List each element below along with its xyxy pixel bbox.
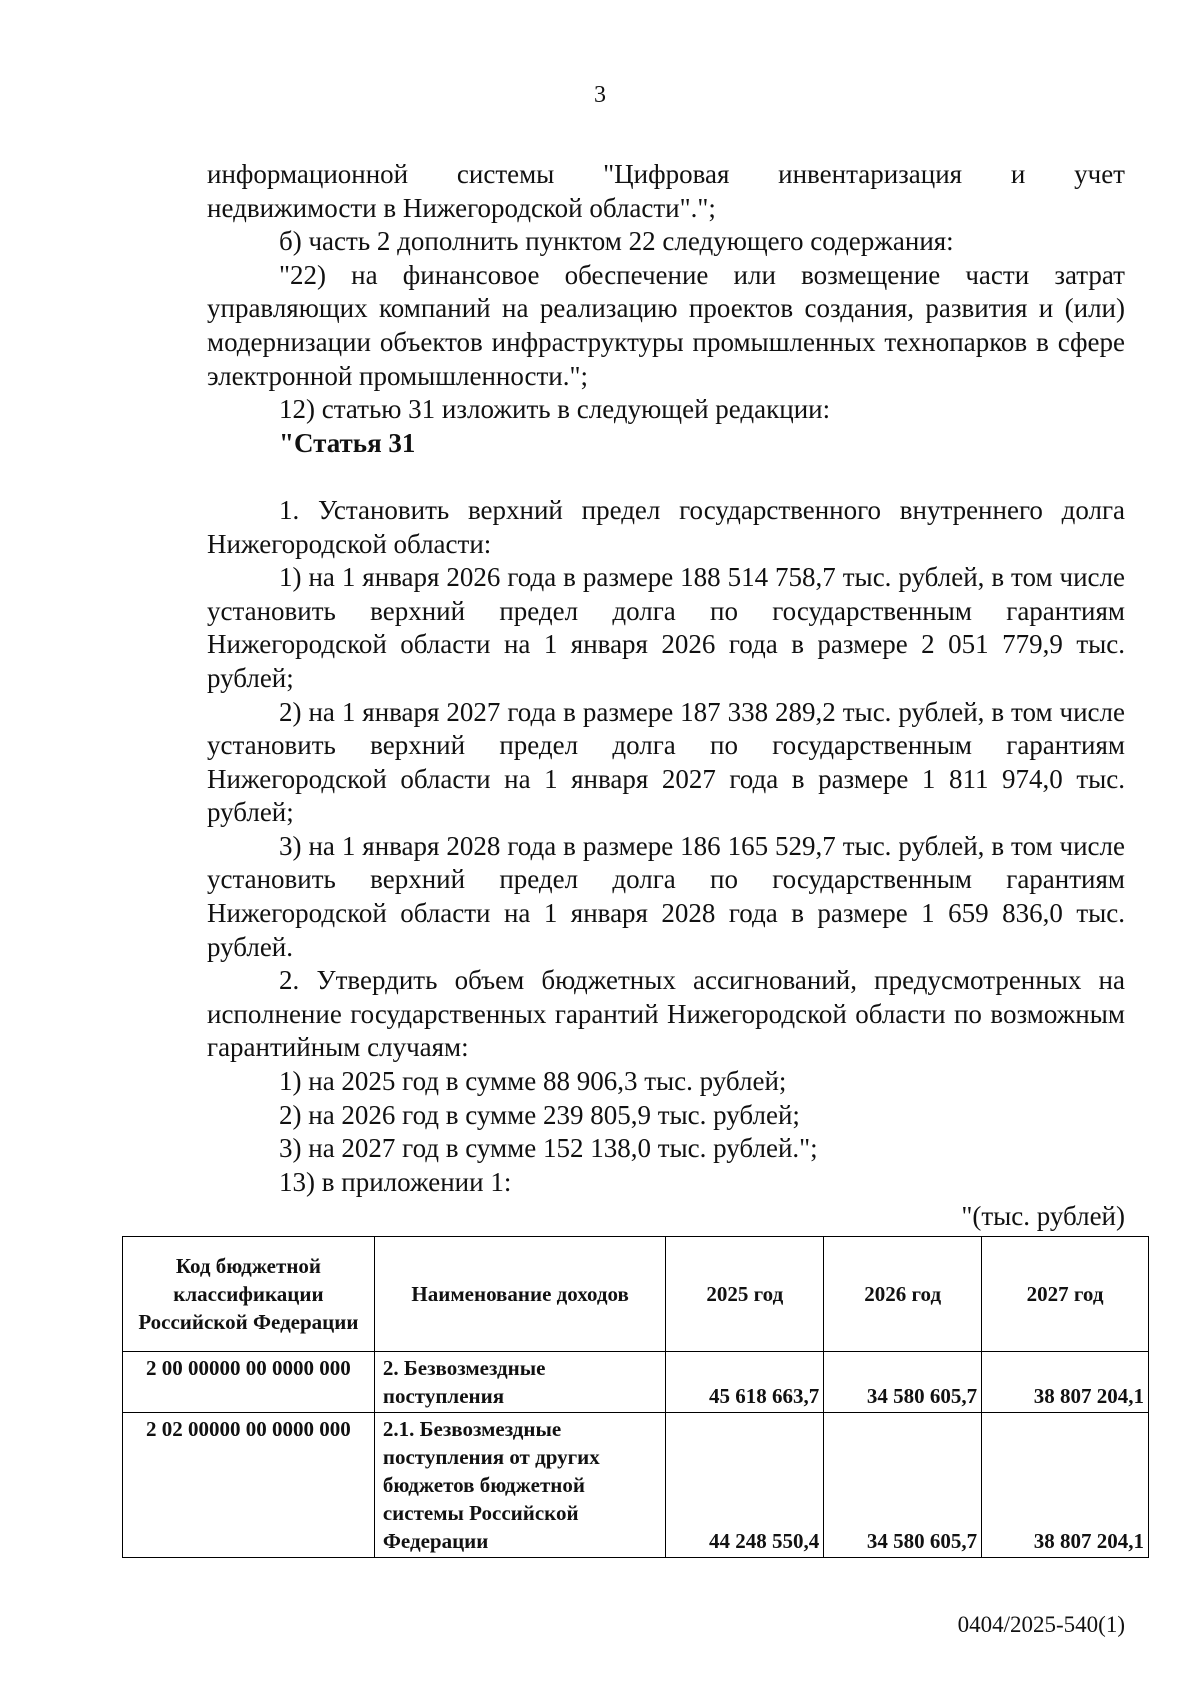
cell-2026: 34 580 605,7 — [824, 1352, 982, 1413]
column-header-2025: 2025 год — [666, 1237, 824, 1352]
document-body — [207, 158, 1125, 1199]
paragraph: 12) статью 31 изложить в следующей редакции: — [279, 394, 831, 425]
table-header-row — [123, 1237, 1149, 1352]
cell-name: 2.1. Безвозмездные поступления от других бюджетов бюджетной системы Российской Федерации — [374, 1413, 666, 1558]
document-id: 0404/2025-540(1) — [957, 1612, 1125, 1637]
paragraph: 2) на 2026 год в сумме 239 805,9 тыс. рублей; — [279, 1099, 800, 1130]
paragraph: б) часть 2 дополнить пунктом 22 следующего содержания: — [279, 226, 954, 257]
column-header-code: Код бюджетной классификации Российской Федерации — [123, 1237, 375, 1352]
page-number: 3 — [594, 82, 606, 108]
article-heading: "Статья 31 — [279, 427, 416, 458]
table-row — [123, 1413, 1149, 1558]
cell-code: 2 00 00000 00 0000 000 — [123, 1352, 375, 1413]
column-header-2027: 2027 год — [982, 1237, 1149, 1352]
paragraph: 2. Утвердить объем бюджетных ассигнований, предусмотренных на исполнение государственных гарантий Нижегородской области по возможным гарантийным случаям: — [207, 965, 1125, 1063]
income-table — [122, 1236, 1149, 1558]
column-header-2026: 2026 год — [824, 1237, 982, 1352]
paragraph-line: недвижимости в Нижегородской области"."; — [207, 192, 716, 223]
table-unit-label: "(тыс. рублей) — [961, 1201, 1125, 1231]
cell-2027: 38 807 204,1 — [982, 1352, 1149, 1413]
cell-2025: 45 618 663,7 — [666, 1352, 824, 1413]
table-row — [123, 1352, 1149, 1413]
blank-line — [207, 460, 1125, 494]
paragraph: "22) на финансовое обеспечение или возмещение части затрат управляющих компаний на реализацию проектов создания, развития и (или) модернизации объектов инфраструктуры промышленных технопарков в сфере электронной промышленности."; — [207, 259, 1125, 391]
paragraph: 1) на 2025 год в сумме 88 906,3 тыс. рублей; — [279, 1066, 787, 1097]
cell-2026: 34 580 605,7 — [824, 1413, 982, 1558]
cell-2025: 44 248 550,4 — [666, 1413, 824, 1558]
paragraph: 1. Установить верхний предел государственного внутреннего долга Нижегородской области: — [207, 494, 1125, 559]
paragraph: 13) в приложении 1: — [279, 1166, 512, 1197]
paragraph: 1) на 1 января 2026 года в размере 188 514 758,7 тыс. рублей, в том числе установить верхний предел долга по государственным гарантиям Нижегородской области на 1 января 2026 года в размере 2 051 779,9 тыс. рублей; — [207, 562, 1125, 693]
column-header-name: Наименование доходов — [374, 1237, 666, 1352]
cell-2027: 38 807 204,1 — [982, 1413, 1149, 1558]
paragraph: 2) на 1 января 2027 года в размере 187 338 289,2 тыс. рублей, в том числе установить верхний предел долга по государственным гарантиям Нижегородской области на 1 января 2027 года в размере 1 811 974,0 тыс. рублей; — [207, 696, 1125, 828]
paragraph-line: информационной системы "Цифровая инвентаризация и учет — [207, 159, 1125, 189]
paragraph: 3) на 2027 год в сумме 152 138,0 тыс. рублей."; — [279, 1133, 818, 1164]
cell-code: 2 02 00000 00 0000 000 — [123, 1413, 375, 1558]
paragraph: 3) на 1 января 2028 года в размере 186 165 529,7 тыс. рублей, в том числе установить верхний предел долга по государственным гарантиям Нижегородской области на 1 января 2028 года в размере 1 659 836,0 тыс. рублей. — [207, 830, 1125, 962]
cell-name: 2. Безвозмездные поступления — [374, 1352, 666, 1413]
